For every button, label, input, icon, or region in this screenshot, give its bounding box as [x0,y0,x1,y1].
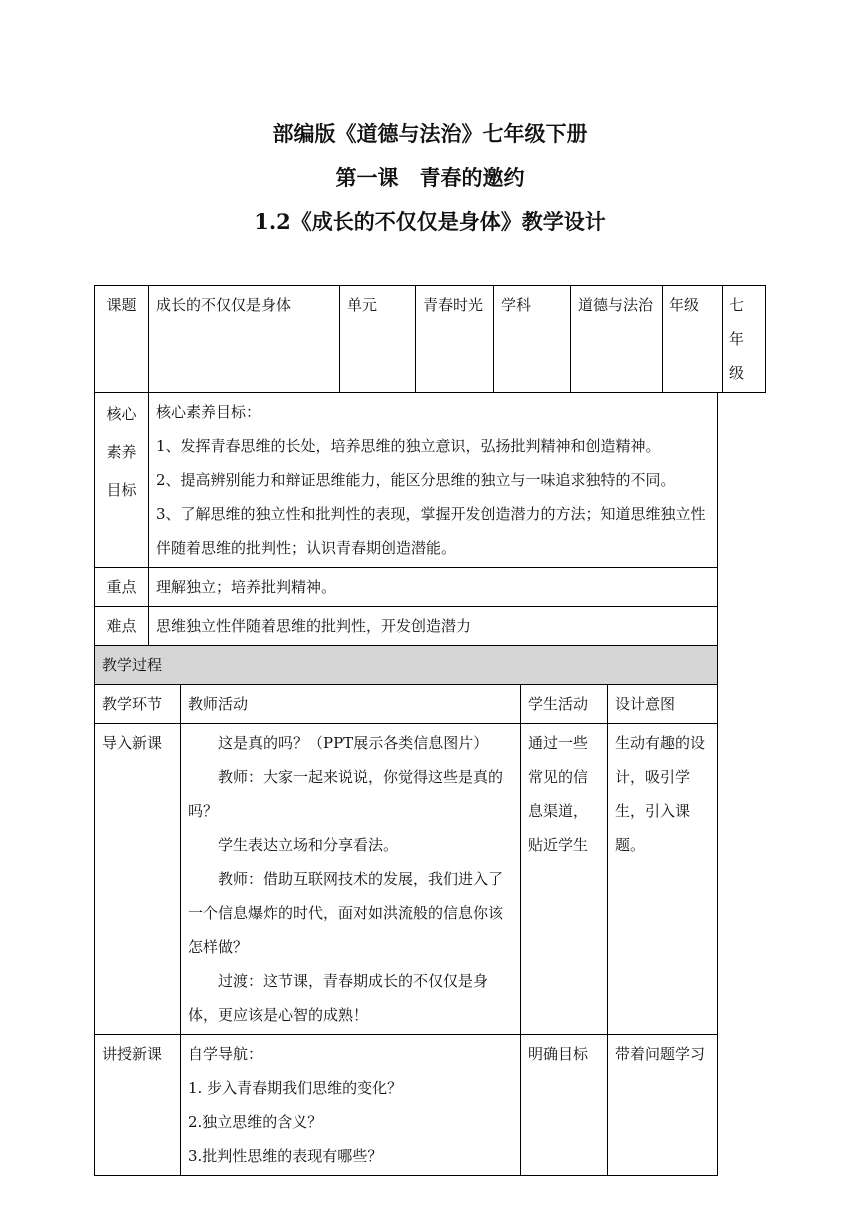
process-title: 教学过程 [95,646,718,685]
header-intent: 设计意图 [608,685,718,724]
teacher-line: 3.批判性思维的表现有哪些？ [188,1147,383,1165]
topic-value: 成长的不仅仅是身体 [149,286,340,393]
table-row [95,1035,766,1176]
lesson-plan-table [94,285,766,1176]
subject-value: 道德与法治 [571,286,663,393]
teacher-line: 自学导航： [188,1045,264,1063]
key-label: 重点 [95,568,149,607]
goals-line: 1、发挥青春思维的长处，培养思维的独立意识，弘扬批判精神和创造精神。 [156,437,661,455]
difficulty-label: 难点 [95,607,149,646]
teacher-line: 这是真的吗？（PPT展示各类信息图片） [218,734,489,752]
goals-label: 核心素养目标 [95,393,149,568]
unit-label: 单元 [340,286,416,393]
teacher-line: 2.独立思维的含义？ [188,1113,323,1131]
unit-value: 青春时光 [416,286,494,393]
document-title-block [0,112,860,244]
table-row [95,724,766,1035]
intent-cell: 带着问题学习 [608,1035,718,1176]
header-stage: 教学环节 [95,685,181,724]
title-line-2: 第一课 青春的邀约 [335,165,525,190]
difficulty-value: 思维独立性伴随着思维的批判性，开发创造潜力 [149,607,718,646]
title-line-1: 部编版《道德与法治》七年级下册 [272,121,588,146]
stage-cell: 讲授新课 [95,1035,181,1176]
student-activity-cell: 明确目标 [521,1035,608,1176]
key-value: 理解独立；培养批判精神。 [149,568,718,607]
intent-cell: 生动有趣的设计，吸引学生，引入课题。 [608,724,718,1035]
teacher-line: 学生表达立场和分享看法。 [218,836,399,854]
subject-label: 学科 [494,286,571,393]
student-activity-cell: 通过一些常见的信息渠道，贴近学生 [521,724,608,1035]
grade-value: 七年级 [729,296,745,382]
teacher-line: 1. 步入青春期我们思维的变化？ [188,1079,403,1097]
grade-label: 年级 [663,286,723,392]
goals-line: 核心素养目标： [156,403,262,421]
teacher-activity-cell [181,724,521,1035]
goals-line: 3、了解思维的独立性和批判性的表现，掌握开发创造潜力的方法；知道思维独立性伴随着思维的批判性；认识青春期创造潜能。 [156,505,706,557]
teacher-line: 过渡：这节课，青春期成长的不仅仅是身体，更应该是心智的成熟！ [188,972,489,1024]
teacher-activity-cell [181,1035,521,1176]
title-line-3: 1.2《成长的不仅仅是身体》教学设计 [254,209,606,234]
topic-label: 课题 [95,286,149,393]
goals-line: 2、提高辨别能力和辩证思维能力，能区分思维的独立与一味追求独特的不同。 [156,471,676,489]
teacher-line: 教师：大家一起来说说，你觉得这些是真的吗？ [188,768,504,820]
goals-content [149,393,718,568]
header-student: 学生活动 [521,685,608,724]
stage-cell: 导入新课 [95,724,181,1035]
header-teacher: 教师活动 [181,685,521,724]
teacher-line: 教师：借助互联网技术的发展，我们进入了一个信息爆炸的时代，面对如洪流般的信息你该怎样做？ [188,870,504,956]
